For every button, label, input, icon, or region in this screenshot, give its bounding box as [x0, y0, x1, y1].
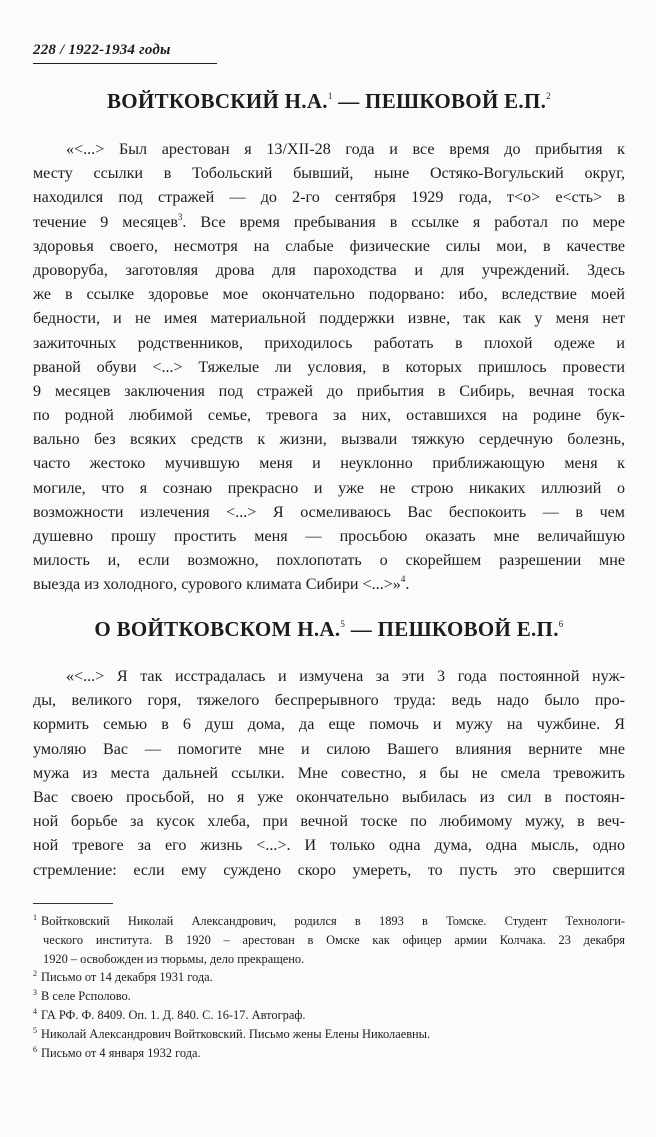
footnote-number: 3	[33, 988, 37, 998]
footnote-ref: 3	[177, 211, 183, 222]
footnote-number: 4	[33, 1006, 37, 1016]
footnote-text: Николай Александрович Войтковский. Письмо жены Елены Николаевны.	[41, 1026, 431, 1041]
footnote-text: ческого института. В 1920 – арестован в Омске как офицер армии Колчака. 23 декабря	[43, 932, 625, 947]
footnote-line	[33, 950, 625, 969]
footnote-line	[33, 931, 625, 950]
text-line: милость и, если возможно, похлопотать о скорейшем разрешении мне	[33, 552, 625, 570]
text-line: кормить семью в 6 душ дома, да еще помочь и мужу на чужбине. Я	[33, 716, 625, 734]
text-line: ной борьбе за кусок хлеба, при вечной тоске по любимому мужу, в веч-	[33, 813, 625, 831]
footnote-line	[33, 1025, 625, 1044]
footnote-number: 5	[33, 1025, 37, 1035]
text-line: рваной обуви <...> Тяжелые ли условия, в которых пришлось провести	[33, 358, 625, 376]
section-2-heading-text: О ВОЙТКОВСКОМ Н.А.	[94, 617, 341, 641]
section-2-body	[33, 665, 625, 883]
section-2-heading-text-2: — ПЕШКОВОЙ Е.П.	[345, 617, 559, 641]
footnote-text: Письмо от 14 декабря 1931 года.	[41, 970, 213, 985]
text-segment: .	[405, 576, 410, 594]
footnote-ref: 5	[340, 619, 346, 629]
section-1-heading-text: ВОЙТКОВСКИЙ Н.А.	[107, 89, 328, 113]
footnotes	[33, 912, 625, 1062]
text-line: бедности, и не имея материальной поддержки извне, так как у меня нет	[33, 310, 625, 328]
text-line: душевно прошу простить меня — просьбою оказать мне величайшую	[33, 528, 625, 545]
text-line: могиле, что я сознаю прекрасно и уже не строю никаких иллюзий о	[33, 479, 625, 497]
text-line: ды, великого горя, тяжелого беспрерывного труда: ведь надо было про-	[33, 692, 625, 710]
text-line: «<...> Я так исстрадалась и измучена за эти 3 года постоянной нуж-	[66, 668, 625, 685]
text-line: дроворуба, заготовляя дрова для пароходства и для учреждений. Здесь	[33, 261, 625, 279]
footnote-line	[33, 1044, 625, 1063]
footnote-text: Письмо от 4 января 1932 года.	[41, 1045, 201, 1060]
text-line: по родной любимой семье, тревога за них, оставшихся на родине бук-	[33, 407, 625, 425]
section-1-heading	[33, 89, 625, 114]
footnote-ref: 1	[327, 91, 333, 101]
running-head-rule	[33, 63, 217, 64]
text-line: 9 месяцев заключения под стражей до прибытия в Сибирь, вечная тоска	[33, 382, 625, 400]
text-line: вально без всяких средств к жизни, вызвали тяжкую сердечную болезнь,	[33, 431, 625, 449]
footnote-number: 2	[33, 969, 37, 979]
text-line: здоровья своего, несмотря на слабые физические силы мои, в качестве	[33, 237, 625, 255]
text-line: находился под стражей — до 2-го сентября 1929 года, т<о> е<сть> в	[33, 189, 625, 207]
section-1-heading-text-2: — ПЕШКОВОЙ Е.П.	[332, 89, 547, 113]
footnote-ref: 4	[400, 574, 406, 585]
running-head: 228 / 1922-1934 годы	[33, 42, 171, 58]
footnote-line	[33, 1006, 625, 1025]
footnote-ref: 6	[558, 619, 564, 629]
text-segment: . Все время пребывания в ссылке я работал по мере	[182, 213, 625, 231]
text-line: умоляю Вас — помогите мне и силою Вашего влияния верните мне	[33, 740, 625, 758]
footnote-text: ГА РФ. Ф. 8409. Оп. 1. Д. 840. С. 16-17. Автограф.	[41, 1007, 306, 1022]
footnote-text: Войтковский Николай Александрович, родился в 1893 в Томске. Студент Технологи-	[41, 914, 625, 928]
text-line: стремление: если ему суждено скоро умереть, то пусть это свершится	[33, 861, 625, 879]
text-segment: течение 9 месяцев	[33, 213, 178, 231]
footnote-number: 6	[33, 1044, 37, 1054]
text-line: мужа из места дальней ссылки. Мне совестно, я бы не смела тревожить	[33, 764, 625, 782]
text-line: же в ссылке здоровье мое окончательно подорвано: ибо, вследствие моей	[33, 286, 625, 304]
text-line: часто жестоко мучившую меня и неуклонно приближающую меня к	[33, 455, 625, 473]
footnote-ref: 2	[546, 91, 551, 101]
footnote-divider	[33, 903, 113, 904]
footnote-line	[33, 968, 625, 987]
footnote-text: 1920 – освобожден из тюрьмы, дело прекращено.	[43, 951, 305, 966]
text-line	[33, 211, 625, 235]
footnote-line	[33, 987, 625, 1006]
text-line: ной тревоге за его жизнь <...>. И только одна дума, одна мысль, одно	[33, 837, 625, 855]
text-line: «<...> Был арестован я 13/XII-28 года и все время до прибытия к	[66, 141, 625, 158]
footnote-line	[33, 912, 625, 931]
text-line: Вас своею просьбой, но я уже окончательно выбилась из сил в постоян-	[33, 788, 625, 806]
text-line: месту ссылки в Тобольский бывший, ныне Остяко-Вогульский округ,	[33, 165, 625, 183]
footnote-text: В селе Рсполово.	[41, 989, 131, 1004]
text-segment: выезда из холодного, сурового климата Сибири <...>»	[33, 576, 401, 594]
text-line	[33, 573, 625, 597]
section-2-heading	[33, 617, 625, 642]
footnote-number: 1	[33, 913, 37, 922]
text-line: зажиточных родственников, приходилось работать в плохой одеже и	[33, 334, 625, 352]
text-line: возможности излечения <...> Я осмеливаюсь Вас беспокоить — в чем	[33, 503, 625, 521]
section-1-body	[33, 138, 625, 598]
